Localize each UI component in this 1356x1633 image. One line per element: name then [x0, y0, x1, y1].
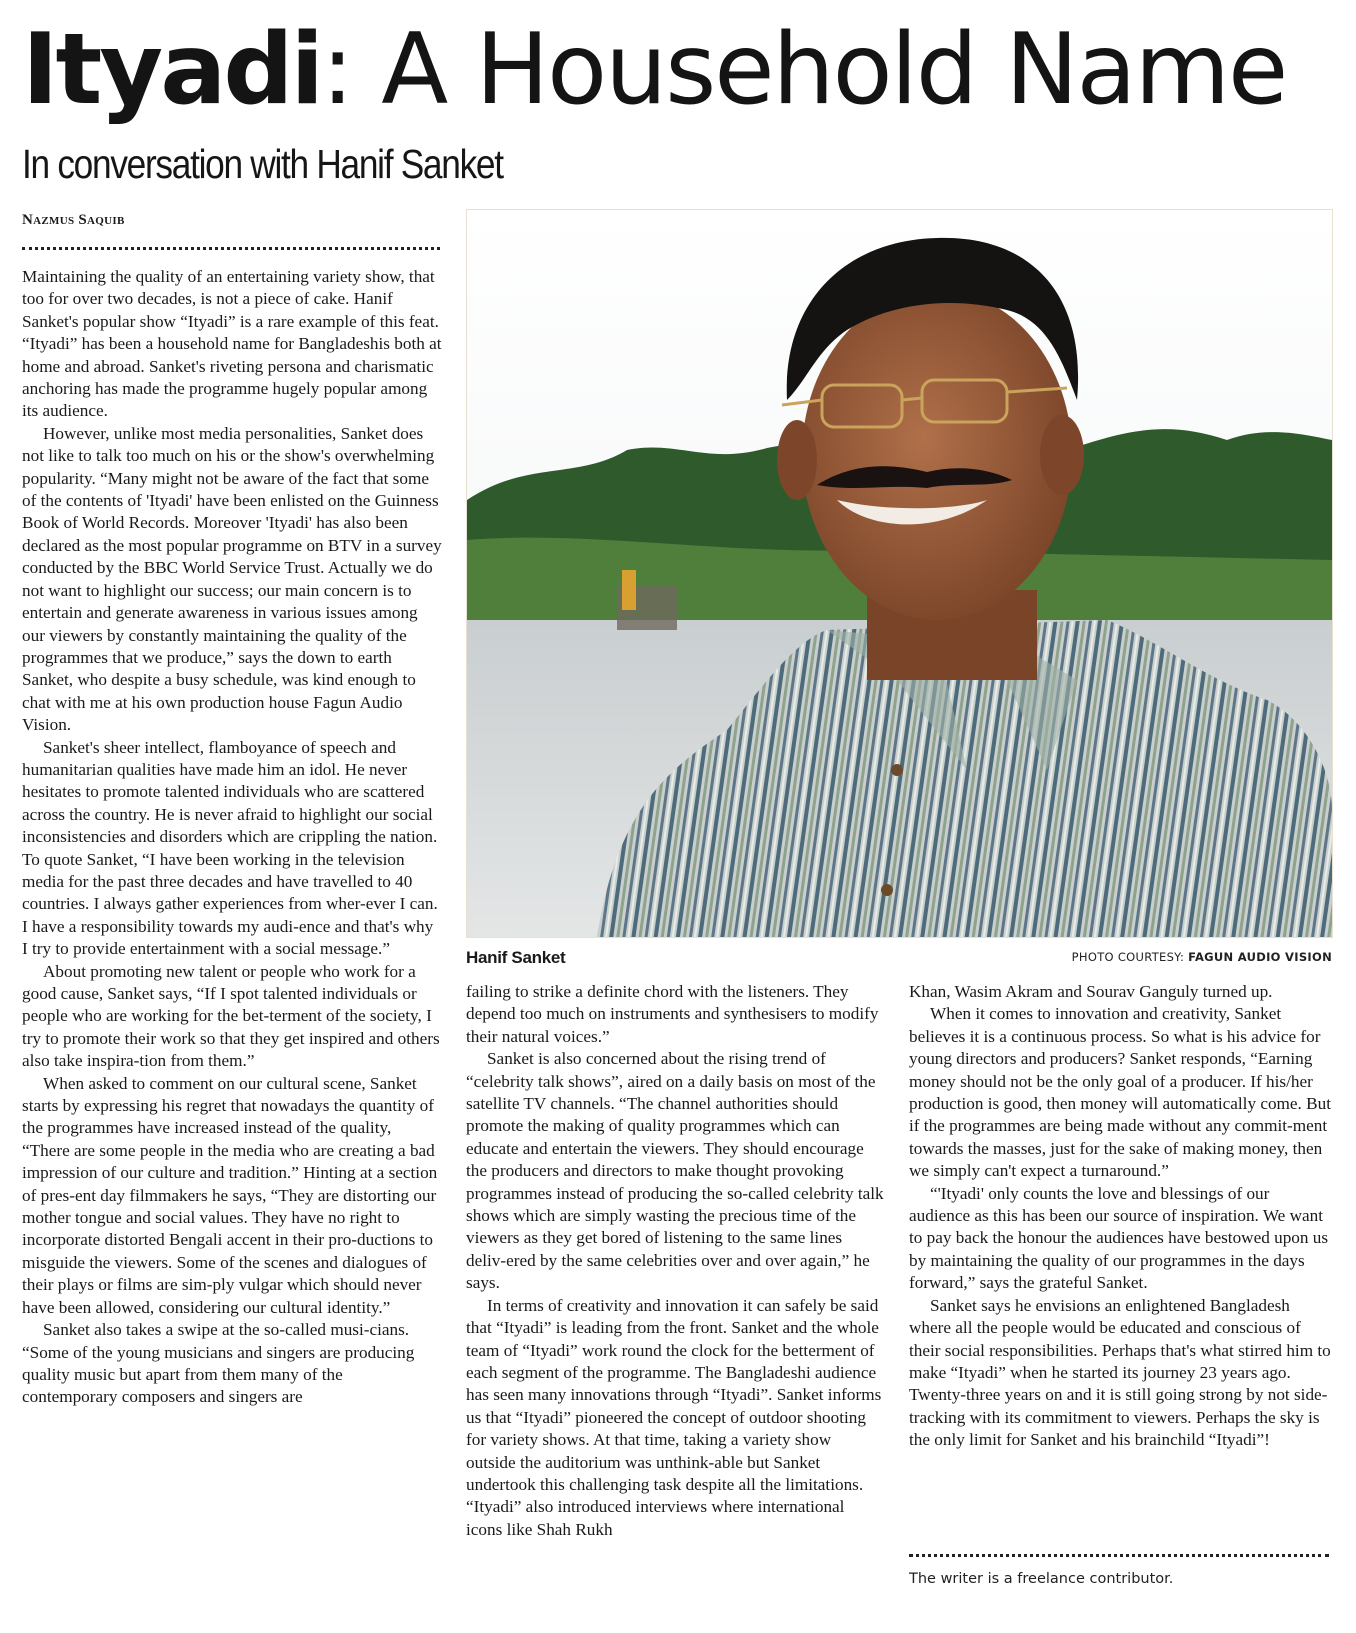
paragraph: Khan, Wasim Akram and Sourav Ganguly turned up.: [909, 982, 1273, 1001]
photo-credit-name: FAGUN AUDIO VISION: [1188, 950, 1332, 964]
paragraph: When asked to comment on our cultural scene, Sanket starts by expressing his regret that nowadays the quantity of the programmes have increased instead of the quality, “There are some people in the media who are creating a bad impression of our culture and tradition.” Hinting at a section of pres-ent day filmmakers he says, “They are distorting our mother tongue and social values. They have no right to incorporate distorted Bengali accent in their pro-ductions to misguide the viewers. Some of the scenes and dialogues of their plays or films are sim-ply vulgar which should never have been allowed, considering our cultural identity.”: [22, 1073, 438, 1317]
footer-divider: [909, 1554, 1329, 1557]
headline-bold: Ityadi: [22, 13, 322, 127]
paragraph: “'Ityadi' only counts the love and blessings of our audience as this has been our source of inspiration. We want to pay back the honour the audiences have bestowed upon us by maintaining the quality of our programmes in the days forward,” says the grateful Sanket.: [909, 1183, 1329, 1293]
article-column-1: [22, 266, 442, 1409]
byline: Nazmus Saquib: [22, 212, 125, 228]
paragraph: Sanket also takes a swipe at the so-called musi-cians. “Some of the young musicians and singers are producing quality music but apart from them many of the contemporary composers and singers are: [22, 1320, 415, 1407]
headline: [22, 14, 1342, 126]
writer-note: The writer is a freelance contributor.: [909, 1571, 1174, 1587]
paragraph: failing to strike a definite chord with the listeners. They depend too much on instruments and synthesisers to modify their natural voices.”: [466, 982, 879, 1046]
paragraph: Sanket is also concerned about the rising trend of “celebrity talk shows”, aired on a daily basis on most of the satellite TV channels. “The channel authorities should promote the making of quality programmes which can educate and entertain the viewers. They should encourage the producers and directors to make thought provoking programmes instead of producing the so-called celebrity talk shows which are simply wasting the precious time of the viewers as they get bored of listening to the same lines deliv-ered by the same celebrities over and over again,” he says.: [466, 1049, 884, 1293]
paragraph: However, unlike most media personalities, Sanket does not like to talk too much on his or the show's overwhelming popularity. “Many might not be aware of the fact that some of the contents of 'Ityadi' have been enlisted on the Guinness Book of World Records. Moreover 'Ityadi' has also been declared as the most popular programme on BTV in a survey conducted by the BBC World Service Trust. Actually we do not want to highlight our success; our main concern is to entertain and generate awareness in various issues among our viewers by constantly maintaining the quality of the programmes that we produce,” says the down to earth Sanket, who despite a busy schedule, was kind enough to chat with me at his own production house Fagun Audio Vision.: [22, 423, 442, 735]
paragraph: Sanket's sheer intellect, flamboyance of speech and humanitarian qualities have made him an idol. He never hesitates to promote talented individuals who are scattered across the country. He is never afraid to highlight our social inconsistencies and disorders which are crippling the nation. To quote Sanket, “I have been working in the television media for the past three decades and have travelled to 40 countries. I always gather experiences from wher-ever I can. I have a responsibility towards my audi-ence and that's why I try to provide entertainment with a social message.”: [22, 737, 438, 959]
portrait-photo: [466, 209, 1333, 938]
article-column-2: [466, 981, 884, 1541]
photo-caption: Hanif Sanket: [466, 948, 566, 967]
paragraph: Maintaining the quality of an entertaining variety show, that too for over two decades, is not a piece of cake. Hanif Sanket's popular show “Ityadi” is a rare example of this feat. “Ityadi” has been a household name for Bangladeshis both at home and abroad. Sanket's riveting persona and charismatic anchoring has made the programme hugely popular among its audience.: [22, 267, 442, 421]
paragraph: When it comes to innovation and creativity, Sanket believes it is a continuous process. So what is his advice for young directors and producers? Sanket responds, “Earning money should not be the only goal of a producer. If his/her production is good, then money will automatically come. But if the programmes are being made without any commit-ment towards the masses, just for the sake of making money, then we simply can't expect a turnaround.”: [909, 1004, 1331, 1181]
headline-rest: : A Household Name: [321, 13, 1287, 127]
paragraph: In terms of creativity and innovation it can safely be said that “Ityadi” is leading from the front. Sanket and the whole team of “Ityadi” work round the clock for the betterment of each segment of the programme. The Bangladeshi audience has seen many innovations through “Ityadi”. Sanket informs us that “Ityadi” pioneered the concept of outdoor shooting for variety shows. At that time, taking a variety show outside the auditorium was unthink-able but Sanket undertook this challenging task despite all the limitations. “Ityadi” also introduced interviews where international icons like Shah Rukh: [466, 1295, 882, 1539]
paragraph: About promoting new talent or people who work for a good cause, Sanket says, “If I spot talented individuals or people who are working for the bet-terment of the society, I try to promote their work so that they get inspired and others also take inspira-tion from them.”: [22, 961, 440, 1071]
article-column-3: [909, 981, 1331, 1452]
photo-credit-label: PHOTO COURTESY:: [1071, 950, 1185, 964]
photo-credit: [1072, 950, 1332, 964]
paragraph: Sanket says he envisions an enlightened Bangladesh where all the people would be educated and conscious of their social responsibilities. Perhaps that's what stirred him to make “Ityadi” when he started its journey 23 years ago. Twenty-three years on and it is still going strong by not side-tracking with its commitment to viewers. Perhaps the sky is the only limit for Sanket and his brainchild “Ityadi”!: [909, 1295, 1331, 1450]
subheadline: In conversation with Hanif Sanket: [22, 141, 503, 187]
byline-divider: [22, 247, 440, 250]
